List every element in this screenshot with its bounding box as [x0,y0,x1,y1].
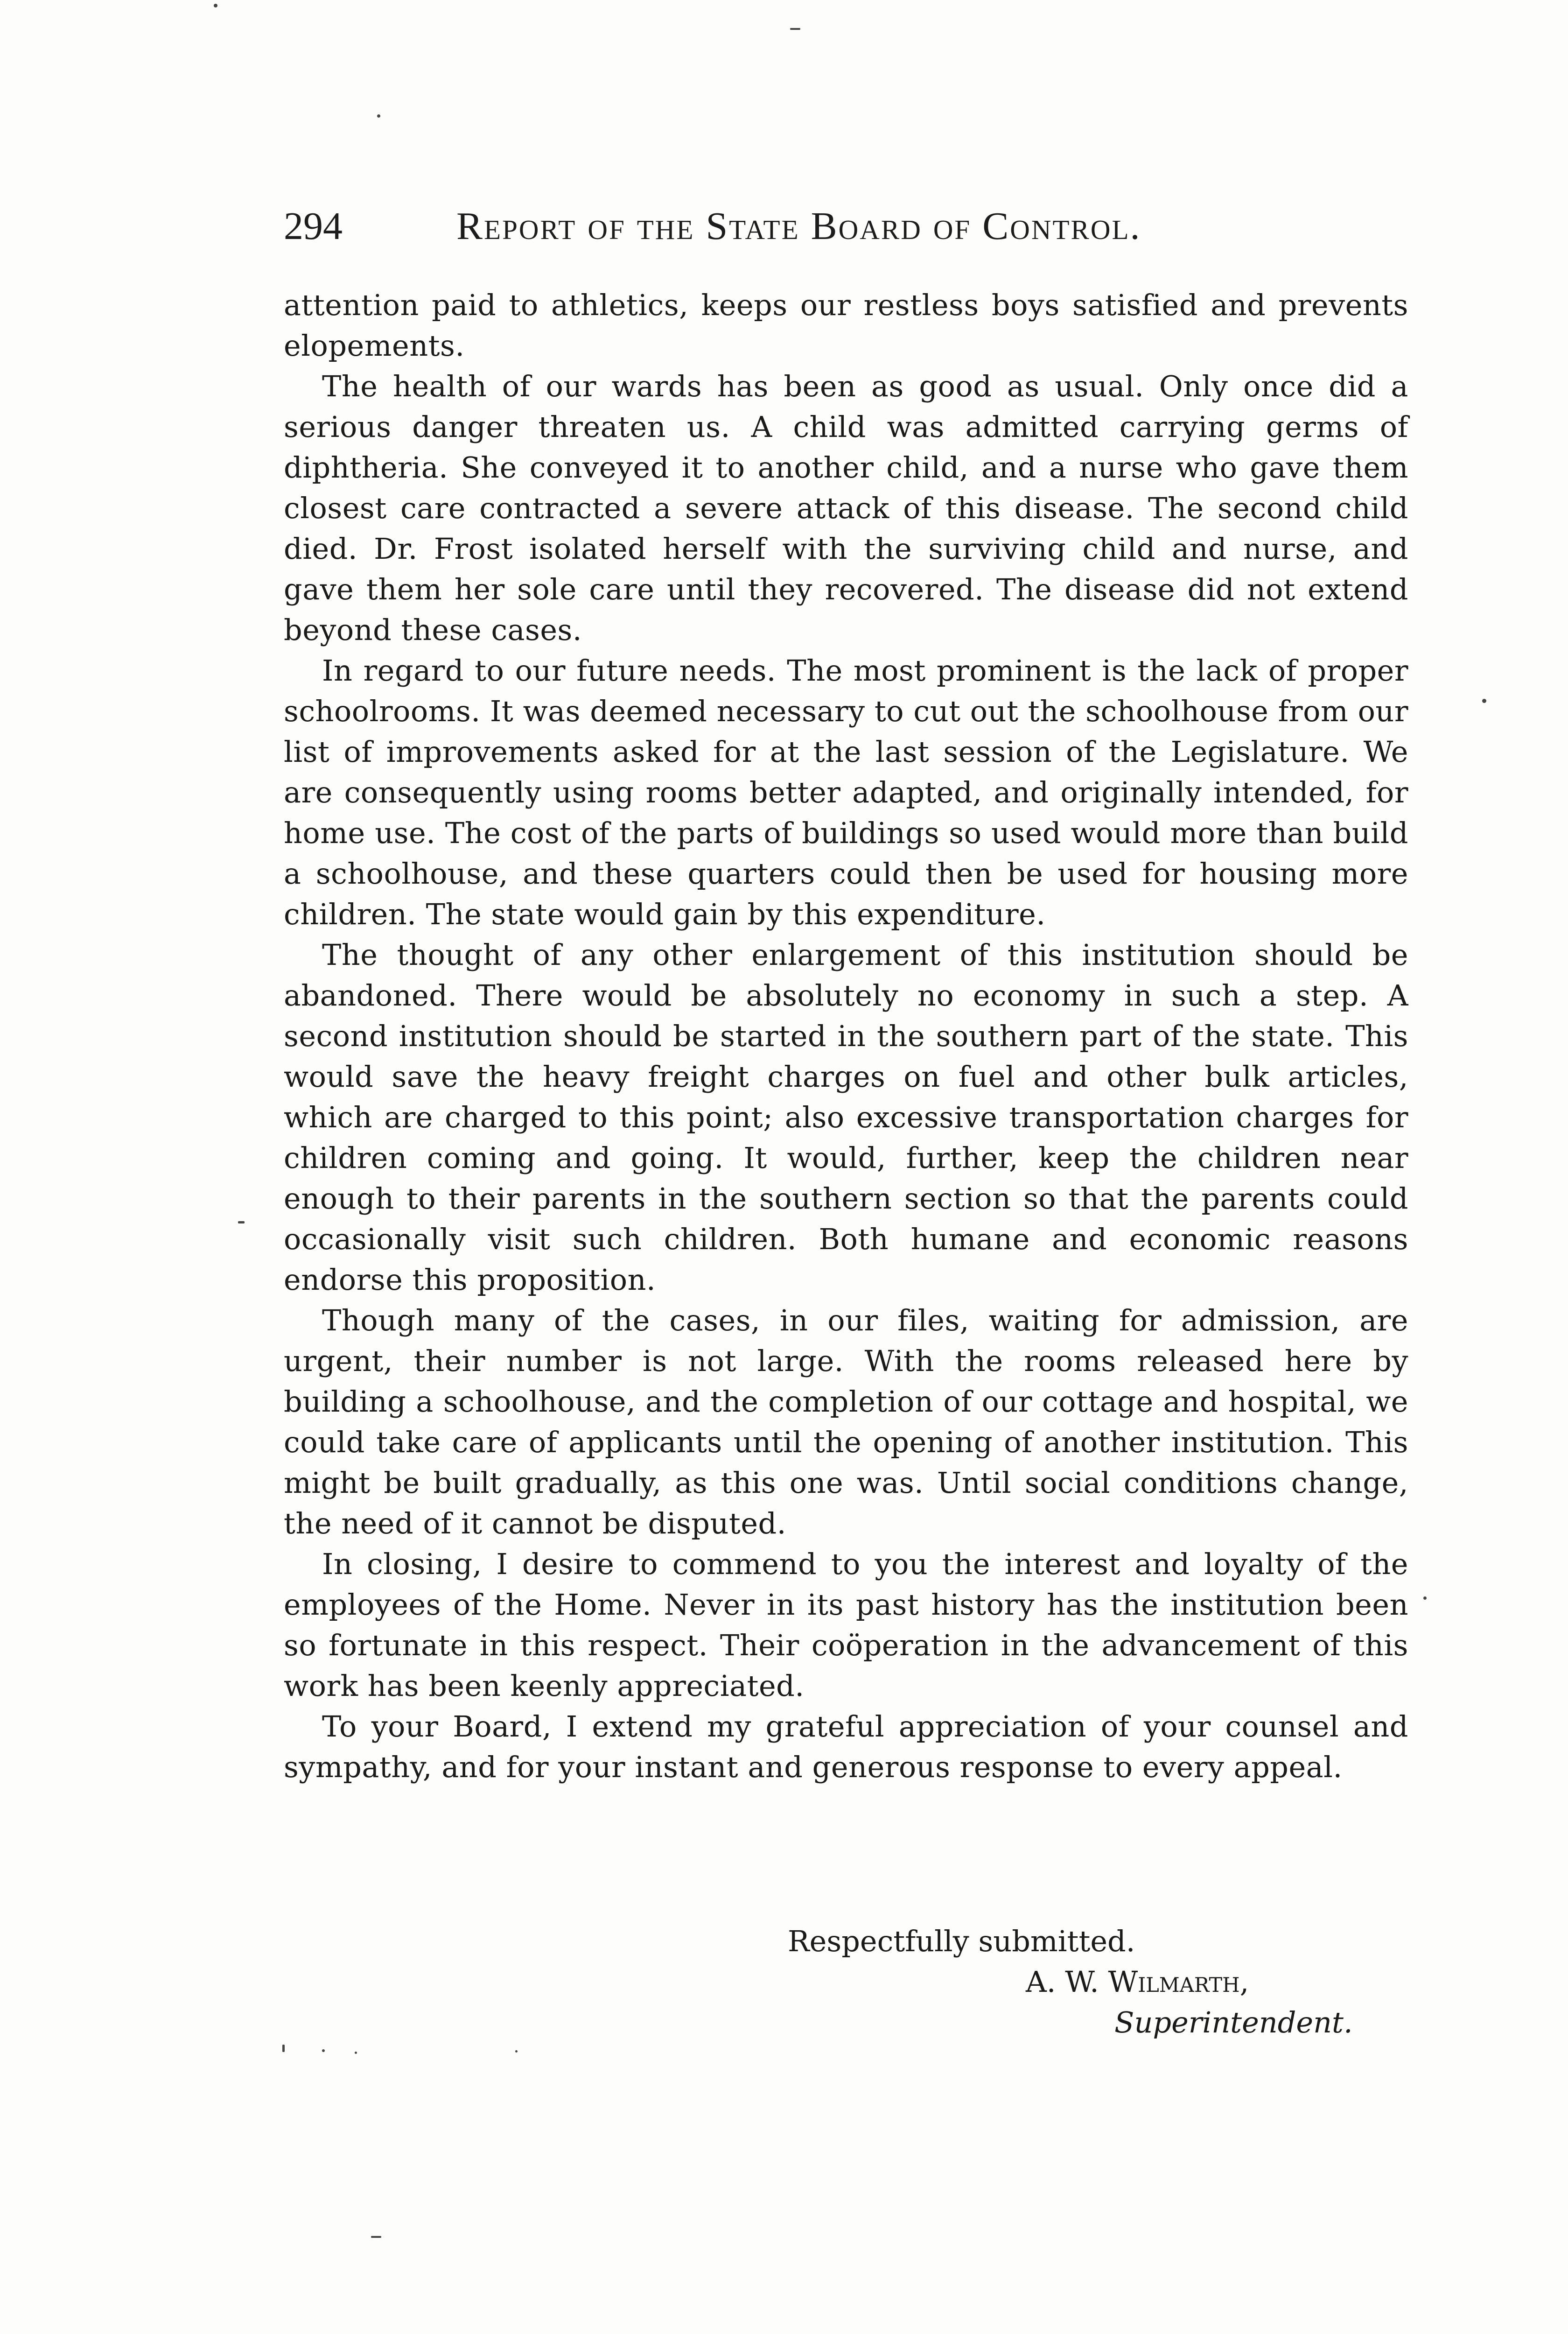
scan-speck [322,2049,325,2052]
paragraph-enlargement: The thought of any other enlargement of this institution should be abandoned. There would be absolutely no economy in such a step. A second institution should be started in the southern part of the state. This would save the heavy freight charges on fuel and other bulk articles, which are charged to this point; also excessive transportation charges for children coming and going. It would, further, keep the children near enough to their parents in the southern section so that the parents could occasionally visit such children. Both humane and economic reasons endorse this proposition. [284,938,1408,1297]
scan-speck [371,2236,381,2238]
page-number: 294 [284,204,343,248]
scan-speck [214,4,217,7]
scan-speck [282,2045,285,2052]
paragraph-admission: Though many of the cases, in our files, waiting for admission, are urgent, their number is not large. With the rooms released here by building a schoolhouse, and the completion of our cottage and hospital, we could take care of applicants until the opening of another institution. This might be built gradually, as this one was. Until social conditions change, the need of it cannot be disputed. [284,1303,1408,1540]
running-head [284,201,1231,252]
paragraph-board: To your Board, I extend my grateful appreciation of your counsel and sympathy, and for your instant and generous response to every appeal. [284,1709,1408,1784]
body-text [284,285,1408,1787]
paragraph-future-needs: In regard to our future needs. The most prominent is the lack of proper schoolrooms. It was deemed necessary to cut out the schoolhouse from our list of improvements asked for at the last session of the Legislature. We are consequently using rooms better adapted, and originally intended, for home use. The cost of the parts of buildings so used would more than build a schoolhouse, and these quarters could then be used for housing more children. The state would gain by this expenditure. [284,654,1408,931]
valediction: Respectfully submitted. [788,1924,1135,1958]
paragraph-continued: attention paid to athletics, keeps our restless boys satisfied and prevents elopements. [284,288,1408,363]
scan-speck [790,28,800,30]
running-title: Report of the State Board of Control. [456,204,1141,248]
signer-title: Superintendent. [1114,2005,1353,2039]
scan-speck [1423,1596,1427,1600]
signer-name: A. W. Wilmarth, [1026,1965,1249,1999]
paragraph-closing: In closing, I desire to commend to you the interest and loyalty of the employees of the Home. Never in its past history has the institution been so fortunate in this respect. Their coöperation in the advancement of this work has been keenly appreciated. [284,1547,1408,1703]
scan-speck [1482,699,1486,703]
scan-speck [515,2050,518,2053]
paragraph-health: The health of our wards has been as good as usual. Only once did a serious danger threaten us. A child was admitted carrying germs of diphtheria. She conveyed it to another child, and a nurse who gave them closest care contracted a severe attack of this disease. The second child died. Dr. Frost isolated herself with the surviving child and nurse, and gave them her sole care until they recovered. The disease did not extend beyond these cases. [284,369,1408,647]
scan-speck [377,114,380,118]
scan-speck [238,1221,245,1223]
scan-speck [355,2052,357,2054]
